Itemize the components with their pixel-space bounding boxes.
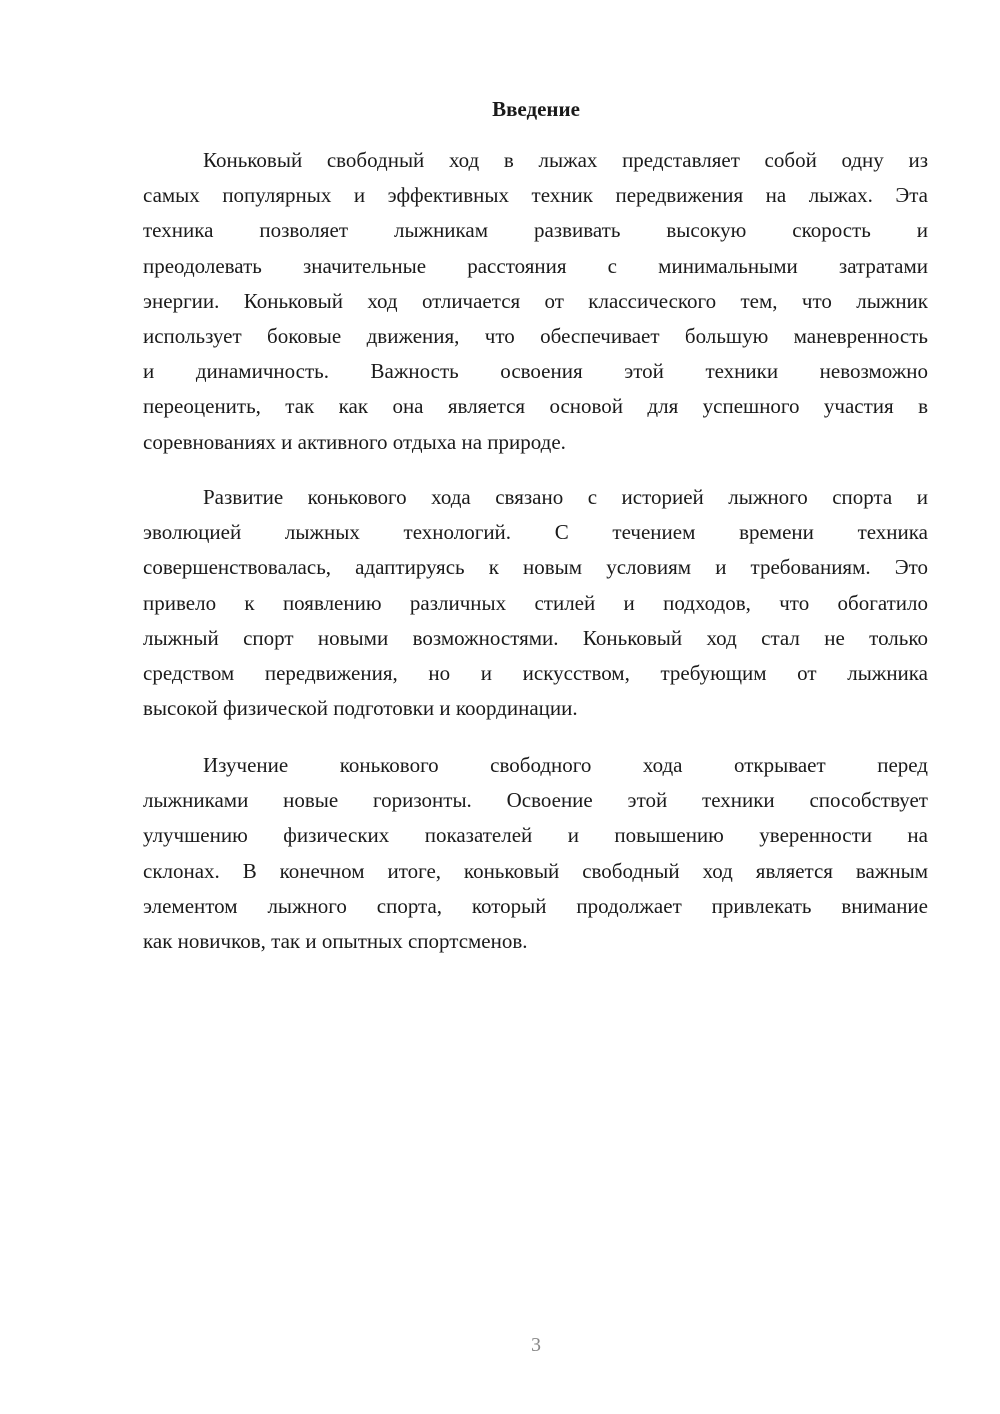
text-line: соревнованиях и активного отдыха на природе.: [143, 429, 566, 454]
paragraph-2: [143, 480, 928, 726]
text-line: совершенствовалась, адаптируясь к новым условиям и требованиям. Это: [143, 555, 928, 580]
text-line: преодолевать значительные расстояния с минимальными затратами: [143, 253, 928, 278]
text-line: техника позволяет лыжникам развивать высокую скорость и: [143, 218, 928, 243]
text-line: энергии. Коньковый ход отличается от классического тем, что лыжник: [143, 288, 928, 313]
text-line: Коньковый свободный ход в лыжах представляет собой одну из: [203, 148, 928, 172]
text-line: средством передвижения, но и искусством, требующим от лыжника: [143, 660, 928, 685]
text-line: улучшению физических показателей и повышению уверенности на: [143, 823, 928, 848]
text-line: Изучение конькового свободного хода открывает перед: [203, 753, 928, 777]
text-line: переоценить, так как она является основой для успешного участия в: [143, 394, 928, 419]
text-line: использует боковые движения, что обеспечивает большую маневренность: [143, 323, 928, 348]
paragraph-3: [143, 748, 928, 959]
text-line: и динамичность. Важность освоения этой техники невозможно: [143, 359, 928, 384]
text-line: как новичков, так и опытных спортсменов.: [143, 928, 528, 953]
page-number: 3: [531, 1334, 541, 1356]
text-line: лыжный спорт новыми возможностями. Коньковый ход стал не только: [143, 625, 928, 650]
paragraph-1: [143, 143, 928, 460]
text-line: высокой физической подготовки и координации.: [143, 696, 578, 721]
text-line: самых популярных и эффективных техник передвижения на лыжах. Эта: [143, 183, 928, 208]
section-title: Введение: [492, 97, 580, 121]
text-line: привело к появлению различных стилей и подходов, что обогатило: [143, 590, 928, 615]
text-line: лыжниками новые горизонты. Освоение этой техники способствует: [143, 788, 928, 813]
text-line: склонах. В конечном итоге, коньковый свободный ход является важным: [143, 858, 928, 883]
text-line: Развитие конькового хода связано с историей лыжного спорта и: [203, 485, 928, 509]
text-line: элементом лыжного спорта, который продолжает привлекать внимание: [143, 893, 928, 918]
text-line: эволюцией лыжных технологий. С течением времени техника: [143, 520, 928, 545]
